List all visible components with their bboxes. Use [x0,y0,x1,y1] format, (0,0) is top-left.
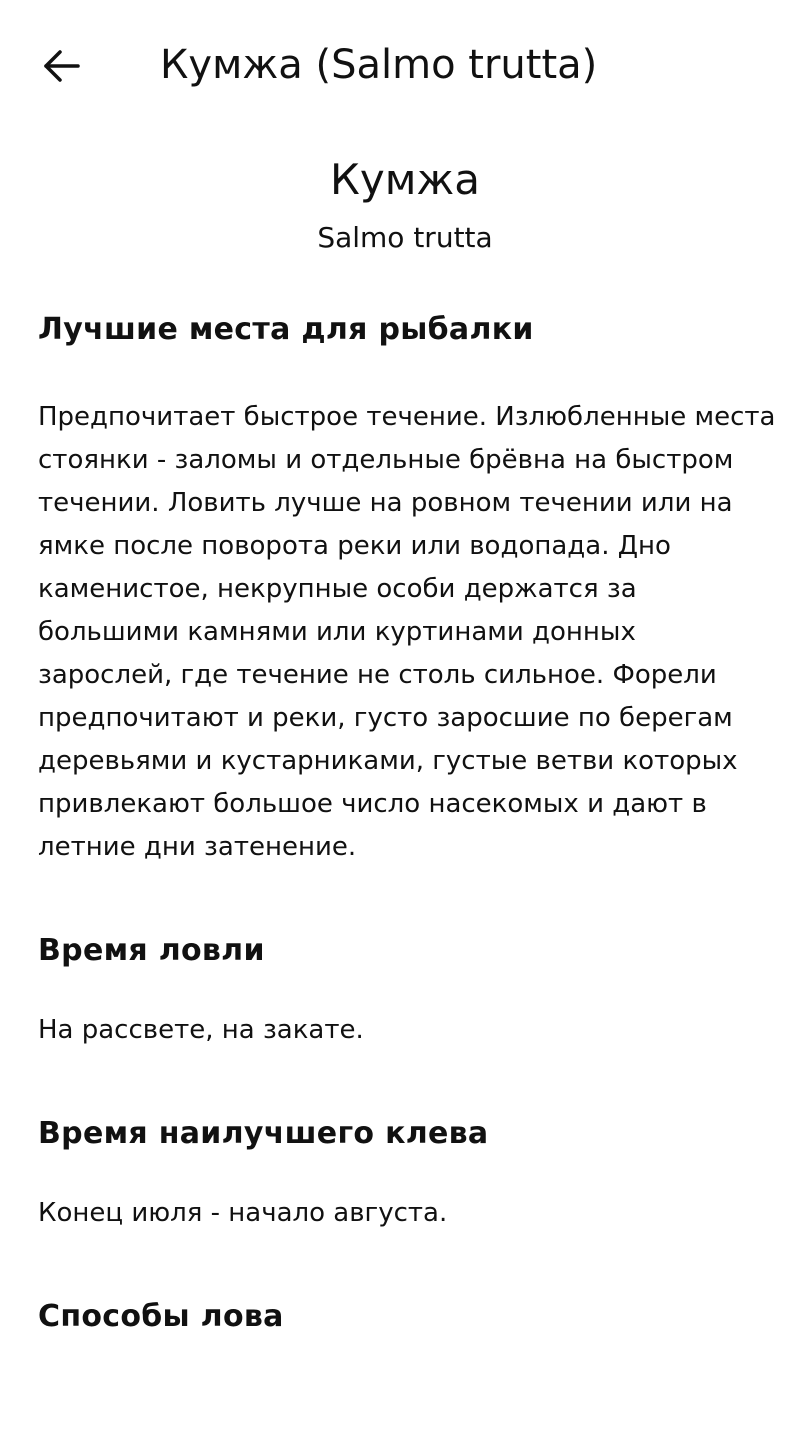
section-catch-time [38,921,778,1052]
section-title-catch-time: Время ловли [38,933,265,968]
section-best-places [38,300,778,869]
section-text-catch-time: На рассвете, на закате. [38,1015,364,1045]
arrow-left-icon [40,44,84,88]
section-best-bite [38,1104,778,1235]
section-text-best-bite: Конец июля - начало августа. [38,1198,448,1228]
app-bar-title: Кумжа (Salmo trutta) [160,42,598,88]
fish-details [38,300,778,1347]
section-fishing-methods [38,1287,778,1347]
section-title-fishing-methods: Способы лова [38,1299,284,1334]
fish-name: Кумжа [330,155,480,204]
fish-header [0,150,810,258]
back-button[interactable] [22,26,102,106]
fish-latin-name: Salmo trutta [317,221,493,254]
top-app-bar [0,0,810,130]
section-title-best-bite: Время наилучшего клева [38,1116,489,1151]
section-title-best-places: Лучшие места для рыбалки [38,312,534,347]
section-text-best-places: Предпочитает быстрое течение. Излюбленные места стоянки - заломы и отдельные брёвна на быстром течении. Ловить лучше на ровном течении или на ямке после поворота реки или водопада. Дно каменистое, некрупные особи держатся за большими камнями или куртинами донных зарослей, где течение не столь сильное. Форели предпочитают и реки, густо заросшие по берегам деревьями и кустарниками, густые ветви которых привлекают большое число насекомых и дают в летние дни затенение. [38,402,776,862]
